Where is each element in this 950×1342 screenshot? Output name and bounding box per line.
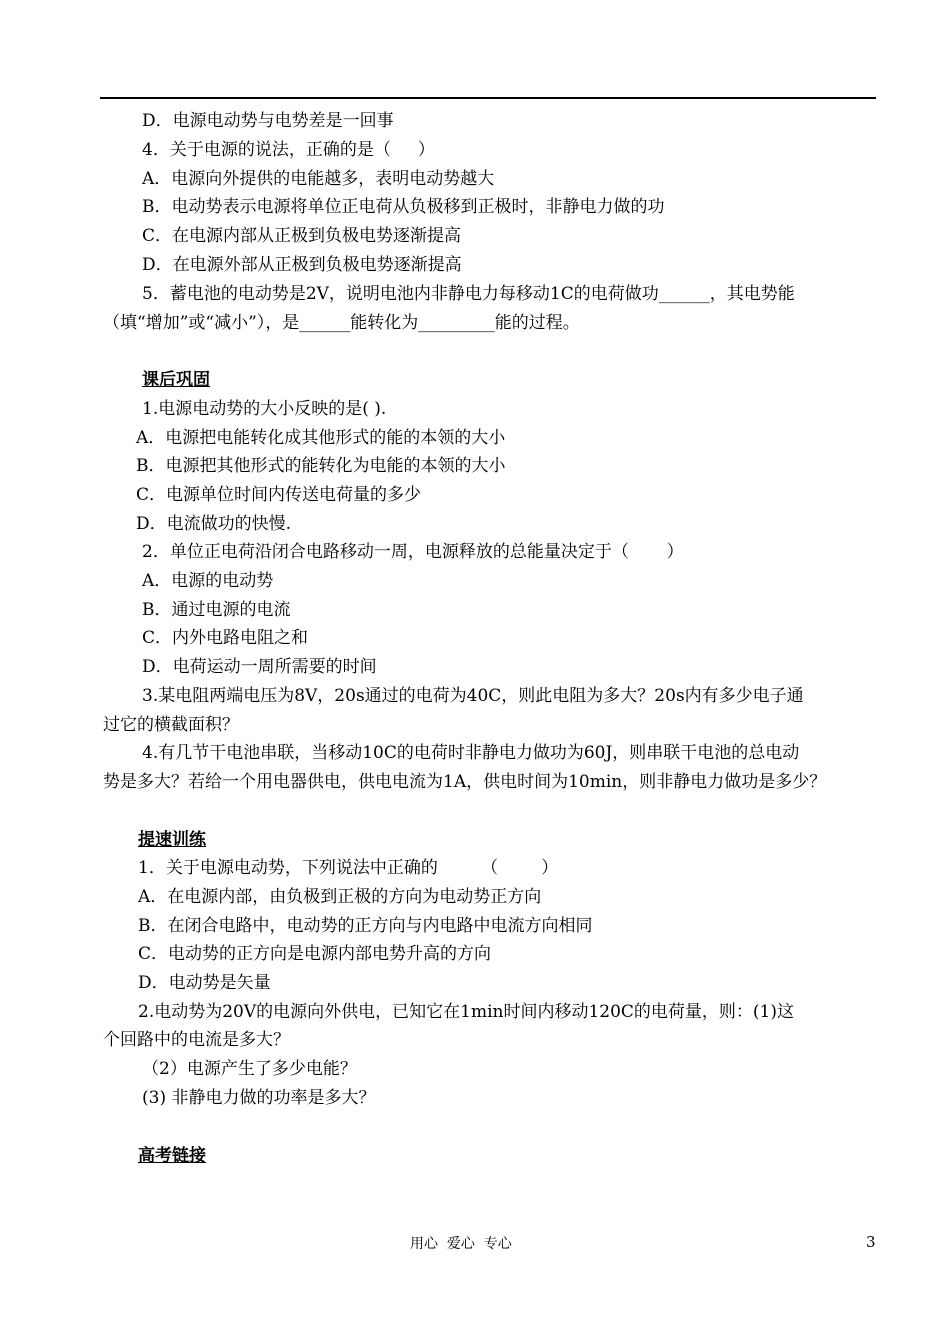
question-line: 3.某电阻两端电压为8V，20s通过的电荷为40C，则此电阻为多大？20s内有多少电子通 (142, 686, 804, 706)
option-line: D．在电源外部从正极到负极电势逐渐提高 (142, 255, 462, 275)
option-line: B．电动势表示电源将单位正电荷从负极移到正极时，非静电力做的功 (142, 197, 665, 217)
question-line: 4.有几节干电池串联，当移动10C的电荷时非静电力做功为60J，则串联干电池的总电动 (142, 743, 800, 763)
option-line: A．电源把电能转化成其他形式的能的本领的大小 (136, 428, 506, 448)
question-continuation: 势是多大？若给一个用电器供电，供电电流为1A，供电时间为10min，则非静电力做功是多少？ (103, 772, 827, 792)
question-line: 2.电动势为20V的电源向外供电，已知它在1min时间内移动120C的电荷量，则：(1)这 (138, 1002, 794, 1022)
question-line: 2．单位正电荷沿闭合电路移动一周，电源释放的总能量决定于（ ） (142, 542, 684, 562)
question-continuation: （填“增加”或“减小”），是______能转化为_________能的过程。 (103, 313, 580, 333)
option-line: B．通过电源的电流 (142, 600, 291, 620)
question-line: 1.电源电动势的大小反映的是( ). (142, 399, 387, 419)
option-line: A．电源的电动势 (142, 571, 274, 591)
page-number: 3 (866, 1233, 876, 1251)
section-heading-exam-link: 高考链接 (138, 1146, 206, 1166)
option-line: D．电源电动势与电势差是一回事 (142, 111, 394, 131)
question-continuation: 个回路中的电流是多大？ (103, 1030, 290, 1050)
option-line: A．在电源内部，由负极到正极的方向为电动势正方向 (138, 887, 542, 907)
section-heading-speed-training: 提速训练 (138, 830, 206, 850)
question-line: 5．蓄电池的电动势是2V，说明电池内非静电力每移动1C的电荷做功______，其电势能 (142, 284, 795, 304)
sub-question-line: (3) 非静电力做的功率是多大？ (142, 1088, 376, 1108)
question-line: 1．关于电源电动势，下列说法中正确的 （ ） (138, 858, 559, 878)
option-line: D．电荷运动一周所需要的时间 (142, 657, 377, 677)
option-line: C．在电源内部从正极到负极电势逐渐提高 (142, 226, 462, 246)
option-line: B．在闭合电路中，电动势的正方向与内电路中电流方向相同 (138, 916, 593, 936)
option-line: C．内外电路电阻之和 (142, 628, 309, 648)
option-line: D．电动势是矢量 (138, 973, 271, 993)
option-line: C．电源单位时间内传送电荷量的多少 (136, 485, 422, 505)
footer-motto: 用心 爱心 专心 (410, 1236, 512, 1252)
option-line: B．电源把其他形式的能转化为电能的本领的大小 (136, 456, 506, 476)
sub-question-line: （2）电源产生了多少电能？ (142, 1059, 357, 1079)
option-line: D．电流做功的快慢. (136, 514, 292, 534)
question-continuation: 过它的横截面积？ (103, 715, 239, 735)
header-rule (100, 97, 876, 99)
section-heading-consolidation: 课后巩固 (142, 370, 210, 390)
option-line: A．电源向外提供的电能越多，表明电动势越大 (142, 169, 495, 189)
question-line: 4．关于电源的说法，正确的是（ ） (142, 140, 435, 160)
option-line: C．电动势的正方向是电源内部电势升高的方向 (138, 944, 492, 964)
